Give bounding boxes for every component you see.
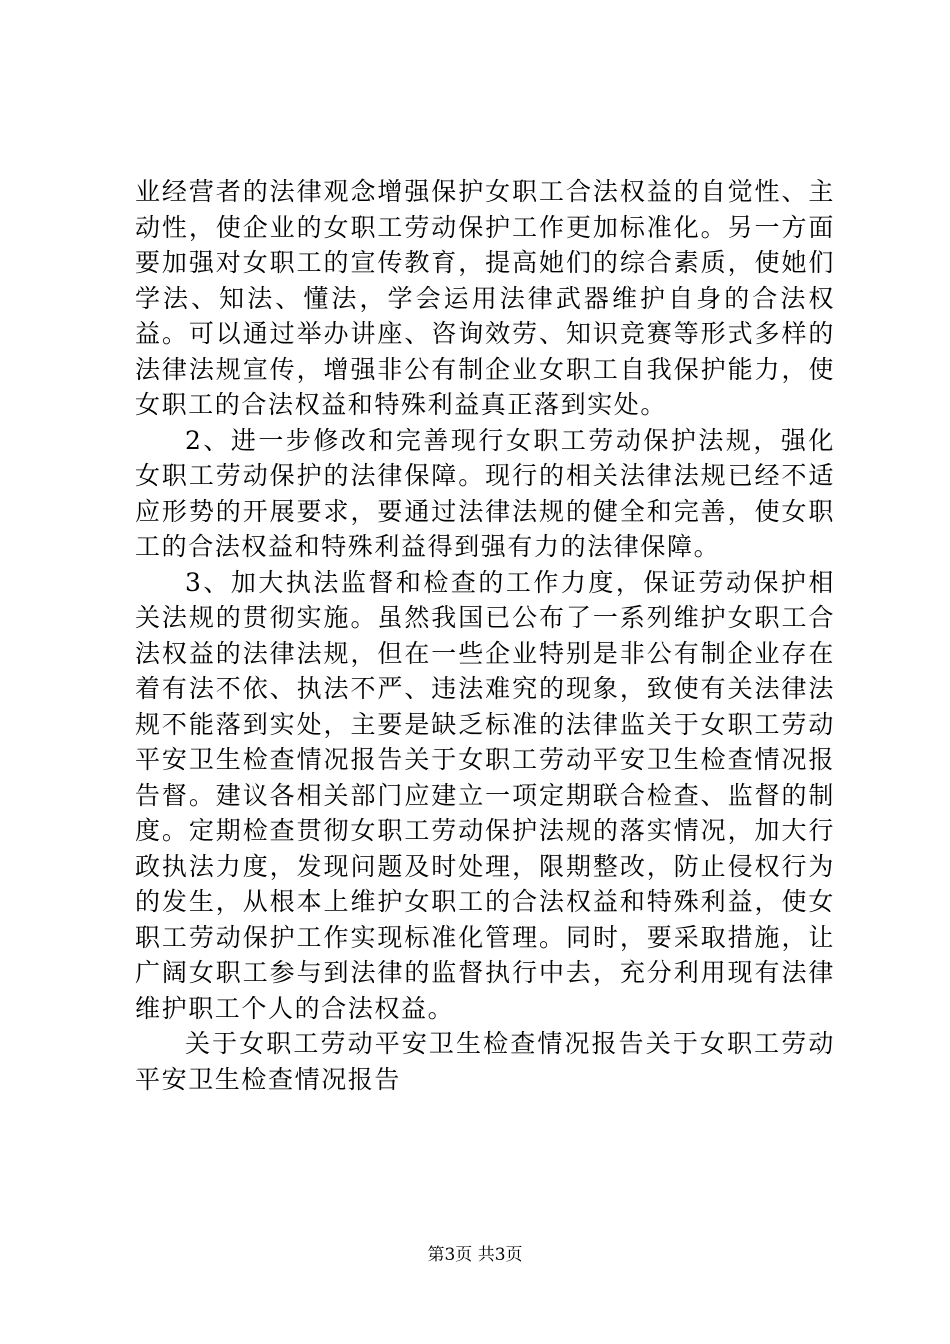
- paragraph-1: 业经营者的法律观念增强保护女职工合法权益的自觉性、主动性，使企业的女职工劳动保护工作更加标准化。另一方面要加强对女职工的宣传教育，提高她们的综合素质，使她们学法、知法、懂法，学会运用法律武器维护自身的合法权益。可以通过举办讲座、咨询效劳、知识竞赛等形式多样的法律法规宣传，增强非公有制企业女职工自我保护能力，使女职工的合法权益和特殊利益真正落到实处。: [135, 177, 835, 419]
- paragraph-4: 关于女职工劳动平安卫生检查情况报告关于女职工劳动平安卫生检查情况报告: [135, 1029, 835, 1094]
- page-footer: 第3页 共3页: [427, 1245, 523, 1265]
- document-body: [135, 174, 835, 1097]
- paragraph-2: 2、进一步修改和完善现行女职工劳动保护法规，强化女职工劳动保护的法律保障。现行的相关法律法规已经不适应形势的开展要求，要通过法律法规的健全和完善，使女职工的合法权益和特殊利益得到强有力的法律保障。: [135, 425, 835, 561]
- paragraph-3: 3、加大执法监督和检查的工作力度，保证劳动保护相关法规的贯彻实施。虽然我国已公布了一系列维护女职工合法权益的法律法规，但在一些企业特别是非公有制企业存在着有法不依、执法不严、违法难究的现象，致使有关法律法规不能落到实处，主要是缺乏标准的法律监关于女职工劳动平安卫生检查情况报告关于女职工劳动平安卫生检查情况报告督。建议各相关部门应建立一项定期联合检查、监督的制度。定期检查贯彻女职工劳动保护法规的落实情况，加大行政执法力度，发现问题及时处理，限期整改，防止侵权行为的发生，从根本上维护女职工的合法权益和特殊利益，使女职工劳动保护工作实现标准化管理。同时，要采取措施，让广阔女职工参与到法律的监督执行中去，充分利用现有法律维护职工个人的合法权益。: [135, 567, 835, 1023]
